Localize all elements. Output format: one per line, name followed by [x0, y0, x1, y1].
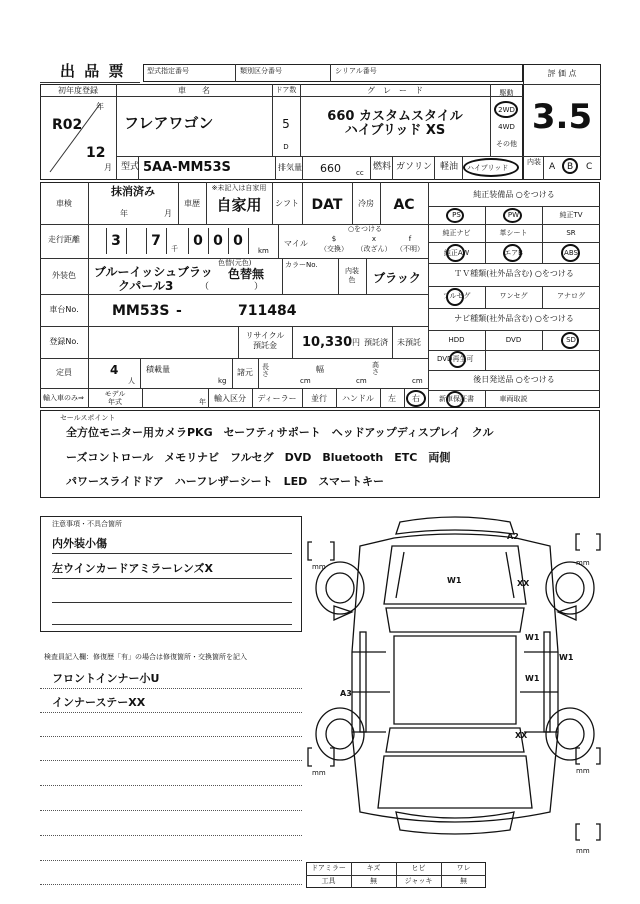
model-year-label1: モデル — [104, 390, 126, 398]
exterior-color-label: 外装色 — [52, 271, 76, 280]
equip-leather: 革シート — [499, 229, 528, 237]
mark-a2: A2 — [507, 532, 519, 541]
recycle-label2: 預託金 — [253, 341, 277, 350]
later-manual: 車両取説 — [499, 395, 528, 403]
swap-label: （交換） — [320, 245, 348, 253]
mileage-digit-5: 0 — [233, 233, 243, 249]
tv-analog: アナログ — [557, 292, 585, 300]
mm-spare: mm — [576, 847, 590, 855]
disp-value: 660 — [320, 162, 341, 175]
mark-w1-side: W1 — [559, 653, 574, 662]
type-cert-label: 型式指定番号 — [147, 67, 189, 75]
dvd-playback: DVD再生可 — [437, 355, 474, 363]
insp-year-label: 年 — [120, 209, 128, 218]
registration-label: 登録No. — [49, 337, 79, 346]
tv-title: ＴＶ種類(社外品含む) ○をつける — [454, 269, 574, 278]
modify-label: （改ざん） — [356, 245, 392, 253]
door-suffix: D — [283, 143, 289, 151]
mm-fl: mm — [312, 563, 326, 571]
disp-label: 排気量 — [278, 163, 302, 172]
mileage-digit-4: 0 — [213, 233, 223, 249]
equip-title: 純正装備品 ○をつける — [473, 190, 555, 199]
tools-label: 工具 — [321, 877, 336, 885]
notes-line3: フロントインナー小U — [52, 672, 160, 685]
name-label: 車 名 — [178, 86, 210, 95]
equip-pw-circle — [503, 208, 522, 223]
jack-label: ジャッキ — [404, 877, 433, 885]
km-unit: km — [258, 247, 269, 255]
fuel-hybrid-circle — [463, 158, 519, 177]
later-warranty-circle — [446, 391, 464, 408]
mileage-circle-note: ○をつける — [347, 225, 383, 233]
handle-label: ハンドル — [342, 394, 374, 403]
drive-2wd-circle — [494, 101, 518, 118]
drive-other: その他 — [496, 140, 517, 148]
sales-label: セールスポイント — [60, 414, 116, 422]
score-value: 3.5 — [531, 97, 593, 137]
tools-header-crack: ヒビ — [411, 864, 426, 872]
load-label: 積載量 — [146, 365, 170, 374]
interior-color-label1: 内装 — [345, 267, 359, 275]
capacity-label: 定員 — [56, 368, 72, 377]
interior-a: A — [549, 162, 556, 172]
drive-4wd: 4WD — [498, 123, 515, 131]
tools-header-mirror: ドアミラー — [311, 864, 346, 872]
cert-row — [143, 64, 523, 82]
unknown-mark: f — [408, 235, 412, 243]
mark-a3: A3 — [340, 689, 352, 698]
model-label: 型式 — [121, 162, 140, 172]
month-label: 月 — [104, 163, 112, 172]
handle-left: 左 — [388, 394, 396, 403]
mark-xx-front: XX — [517, 579, 530, 588]
equip-aw-circle — [446, 244, 465, 262]
import-category-label: 輸入区分 — [214, 394, 246, 403]
import-label: 輸入車のみ⇒ — [43, 394, 84, 402]
chassis-model: MM53S — [112, 303, 170, 319]
sales-line1: 全方位モニター用カメラPKG セーフティサポート ヘッドアップディスプレイ クル — [66, 426, 494, 439]
tv-fullseg: フルセグ — [442, 292, 471, 300]
shift-label: シフト — [275, 199, 299, 208]
length-cm: cm — [300, 377, 311, 385]
serial-label: シリアル番号 — [335, 67, 377, 75]
color-change-value: 色替無 — [228, 267, 265, 281]
tools-header-break: ワレ — [456, 864, 471, 872]
cooling-label: 冷房 — [358, 199, 374, 208]
interior-color-label2: 色 — [348, 276, 356, 284]
sales-line2: ーズコントロール メモリナビ フルセグ DVD Bluetooth ETC 両側 — [66, 451, 451, 464]
mm-rr: mm — [576, 767, 590, 775]
cc-unit: cc — [356, 169, 364, 177]
fuel-diesel: 軽油 — [440, 162, 459, 172]
navi-title: ナビ種類(社外品含む) ○をつける — [454, 314, 574, 323]
doors-value: 5 — [282, 117, 290, 131]
mark-w1-hood: W1 — [447, 576, 462, 585]
notes-label: 注意事項・不具合箇所 — [52, 520, 122, 528]
navi-dvd: DVD — [505, 336, 522, 344]
equip-ps: PS — [452, 211, 461, 219]
interior-b-circle — [562, 158, 578, 174]
equip-pw: PW — [507, 211, 520, 219]
swap-mark: $ — [331, 235, 337, 243]
drive-2wd: 2WD — [498, 106, 515, 114]
doors-label: ドア数 — [275, 86, 297, 94]
orig-color-paren: （ ） — [200, 282, 264, 292]
mark-xx-rear: XX — [515, 731, 528, 740]
height-cm: cm — [412, 377, 423, 385]
first-reg-month: 12 — [86, 145, 106, 161]
fuel-hybrid: ハイブリッド — [467, 164, 509, 172]
mileage-label: 走行距離 — [48, 235, 80, 244]
recycle-paid: 預託済 — [364, 338, 388, 347]
import-parallel: 並行 — [311, 394, 327, 403]
interior-color-value: ブラック — [373, 271, 421, 285]
import-year-unit: 年 — [199, 398, 206, 406]
thousand-label: 千 — [171, 245, 178, 253]
grade-line1: 660 カスタムスタイル — [327, 109, 463, 124]
inspection-value: 抹消済み — [111, 185, 155, 198]
navi-hdd: HDD — [448, 336, 465, 344]
mileage-digit-1: 3 — [111, 233, 121, 249]
recycle-label1: リサイクル — [245, 331, 285, 340]
history-value: 自家用 — [216, 196, 262, 214]
tools-header-scratch: キズ — [366, 864, 381, 872]
model-value: 5AA-MM53S — [143, 160, 231, 175]
history-label: 車歴 — [184, 199, 200, 208]
later-title: 後日発送品 ○をつける — [473, 375, 555, 384]
eval-label: 評 価 点 — [547, 69, 577, 78]
tv-fullseg-circle — [446, 288, 464, 306]
unknown-label: （不明） — [396, 245, 424, 253]
width-cm: cm — [356, 377, 367, 385]
equip-airbag: エアB — [504, 249, 523, 257]
exterior-color-line1: ブルーイッシュブラッ — [94, 265, 213, 279]
equip-airbag-circle — [503, 244, 522, 262]
kg-unit: kg — [218, 377, 227, 385]
equip-navi: 純正ナビ — [442, 229, 471, 237]
interior-c: C — [586, 162, 593, 172]
handle-right-circle — [406, 390, 426, 407]
model-year-label2: 年式 — [108, 398, 122, 406]
first-reg-label: 初年度登録 — [58, 86, 98, 95]
later-warranty: 新車保証書 — [439, 395, 474, 403]
capacity-value: 4 — [110, 363, 119, 377]
width-label: 幅 — [316, 365, 324, 374]
chassis-label: 車台No. — [49, 305, 79, 314]
sales-line3: パワースライドドア ハーフレザーシート LED スマートキー — [66, 475, 385, 488]
length-label: 長さ — [262, 363, 269, 378]
color-change-label: 色替(元色) — [218, 259, 252, 267]
height-label: 高さ — [372, 361, 379, 376]
chassis-dash: - — [176, 303, 182, 319]
tv-oneseg: ワンセグ — [499, 292, 528, 300]
mark-w1-door: W1 — [525, 633, 540, 642]
exterior-color-line2: クパール3 — [118, 279, 174, 293]
import-dealer: ディーラー — [257, 394, 297, 403]
insp-month-label: 月 — [164, 209, 172, 218]
shift-value: DAT — [311, 197, 343, 213]
mark-w1-rear: W1 — [525, 674, 540, 683]
cooling-value: AC — [393, 197, 415, 213]
persons-unit: 人 — [128, 377, 135, 385]
car-diagram — [300, 512, 610, 862]
interior-label: 内装 — [527, 158, 541, 166]
notes-line2: 左ウインカードアミラーレンズX — [52, 562, 213, 575]
equip-abs-circle — [561, 244, 580, 262]
dvd-playback-circle — [449, 351, 466, 368]
size-label: 諸元 — [237, 368, 253, 377]
notes-line1: 内外装小傷 — [52, 537, 107, 550]
inspector-label: 検査員記入欄：修復歴「有」の場合は修復箇所・交換箇所を記入 — [44, 653, 247, 661]
equip-sr: SR — [566, 229, 576, 237]
handle-right: 右 — [412, 394, 420, 403]
mile-label: マイル — [284, 239, 308, 248]
mm-rl: mm — [312, 769, 326, 777]
navi-sd: SD — [566, 336, 576, 344]
mileage-digit-2: 7 — [151, 233, 161, 249]
grade-line2: ハイブリッド XS — [344, 123, 446, 138]
tools-value: 無 — [370, 877, 377, 885]
mileage-digit-3: 0 — [193, 233, 203, 249]
equip-tv: 純正TV — [559, 211, 583, 219]
grade-label: グ レ ー ド — [367, 86, 423, 95]
year-label: 年 — [96, 102, 104, 111]
notes-line4: インナーステーXX — [52, 696, 146, 709]
modify-mark: x — [371, 235, 377, 243]
car-name: フレアワゴン — [124, 114, 214, 132]
fuel-gasoline: ガソリン — [396, 162, 433, 172]
equip-aw: 純正AW — [443, 249, 470, 257]
equip-ps-circle — [446, 208, 464, 223]
interior-b: B — [567, 162, 574, 172]
inspection-label: 車検 — [56, 199, 72, 208]
first-reg-year: R02 — [52, 117, 83, 133]
navi-sd-circle — [561, 332, 579, 349]
drive-label: 駆動 — [499, 89, 514, 97]
mm-fr: mm — [576, 559, 590, 567]
chassis-number: 711484 — [238, 303, 297, 319]
recycle-value: 10,330 — [302, 335, 353, 350]
color-code-label: カラーNo. — [285, 261, 318, 269]
form-title: 出 品 票 — [60, 62, 126, 80]
category-label: 類別区分番号 — [240, 67, 282, 75]
history-note: ※未記入は自家用 — [211, 184, 267, 192]
jack-value: 無 — [460, 877, 467, 885]
equip-abs: ABS — [564, 249, 578, 257]
yen-unit: 円 — [352, 338, 360, 347]
recycle-unpaid: 未預託 — [397, 338, 421, 347]
fuel-label: 燃料 — [373, 162, 392, 172]
